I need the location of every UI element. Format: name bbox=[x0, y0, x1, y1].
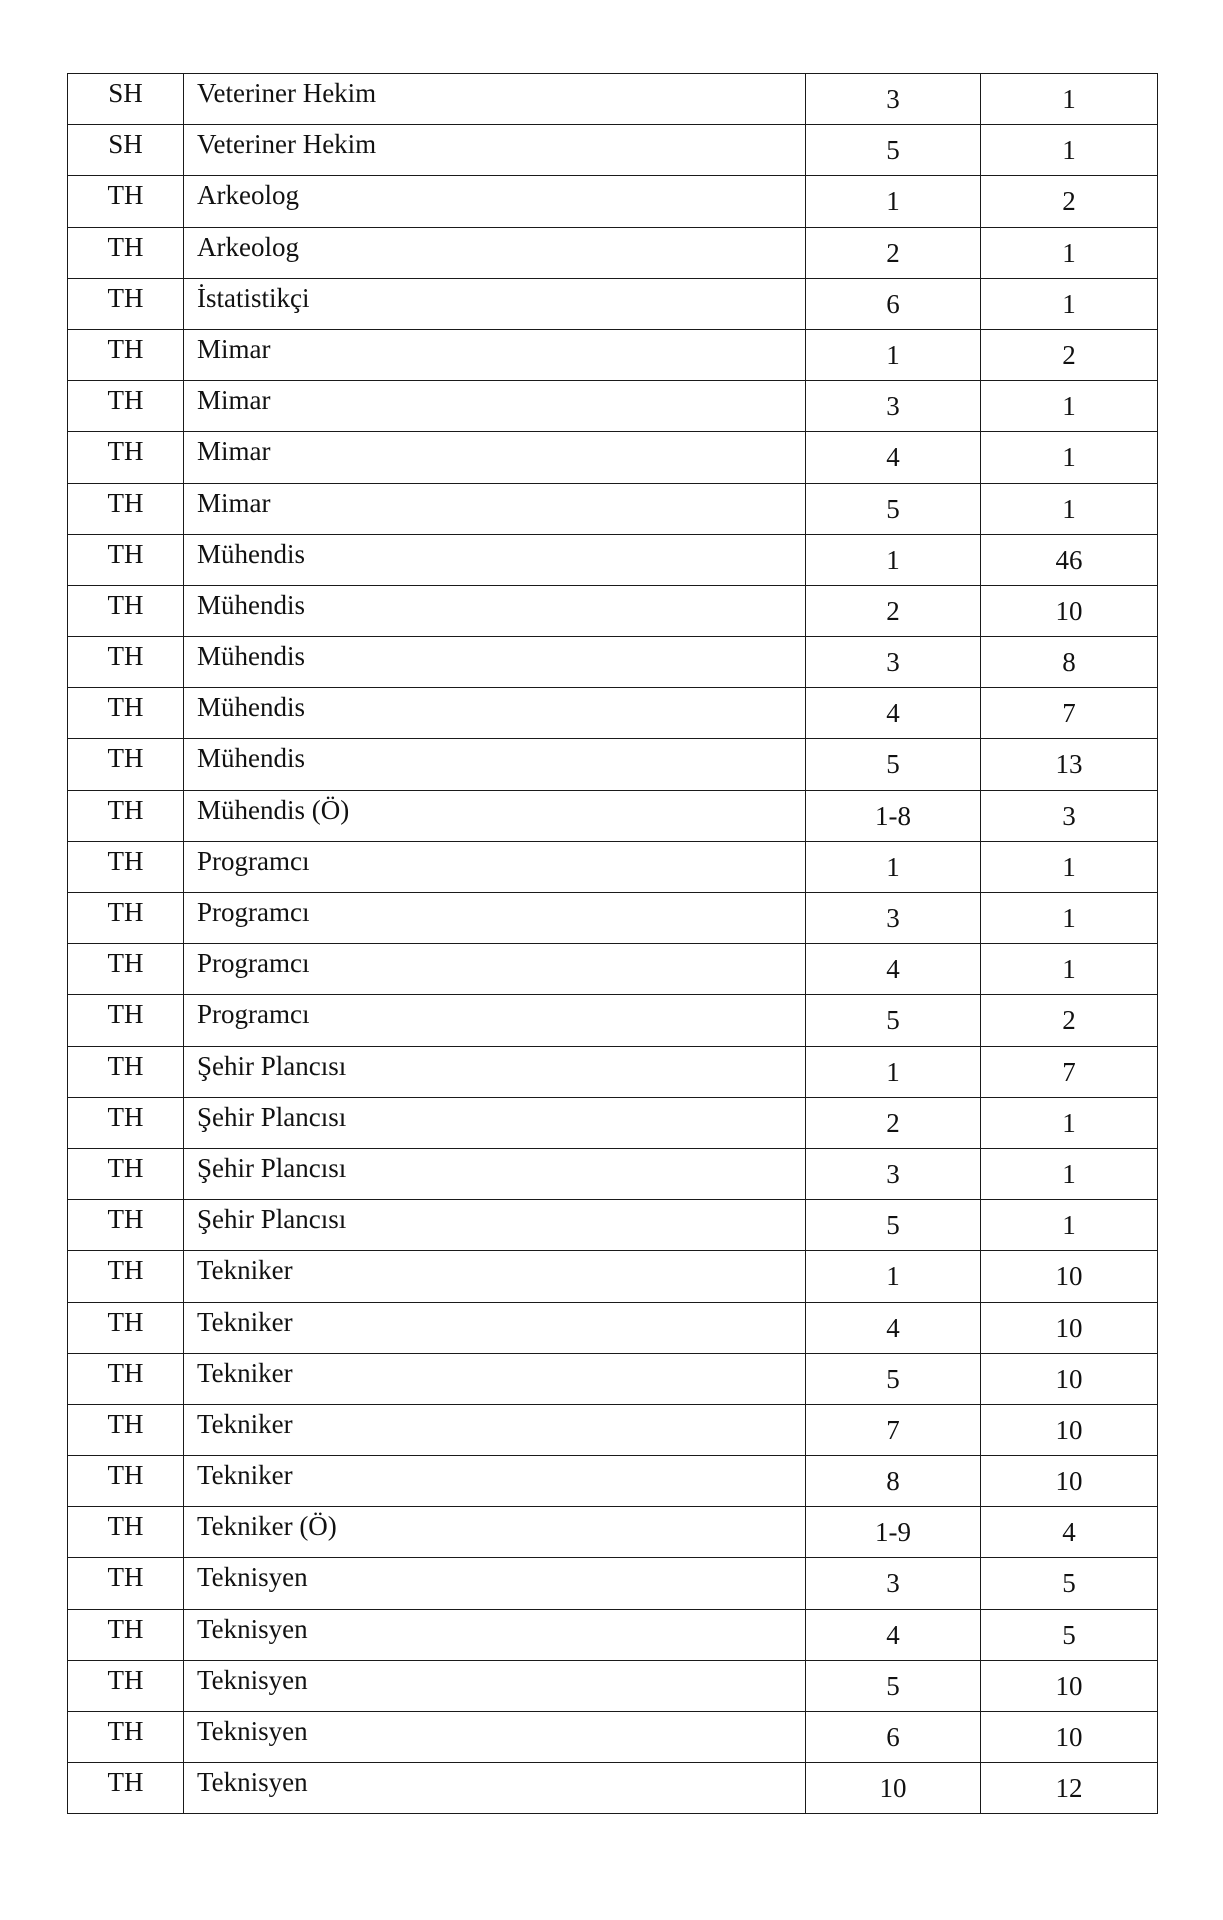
count-cell: 1 bbox=[981, 432, 1158, 483]
title-cell: Teknisyen bbox=[184, 1712, 806, 1763]
grade-cell: 3 bbox=[806, 381, 981, 432]
title-cell: Tekniker bbox=[184, 1302, 806, 1353]
grade-cell: 5 bbox=[806, 1660, 981, 1711]
title-cell: Mimar bbox=[184, 329, 806, 380]
class-cell: TH bbox=[68, 893, 184, 944]
title-cell: Mühendis bbox=[184, 739, 806, 790]
table-row bbox=[68, 688, 1158, 739]
title-cell: Tekniker bbox=[184, 1404, 806, 1455]
grade-cell: 6 bbox=[806, 1712, 981, 1763]
class-cell: TH bbox=[68, 1712, 184, 1763]
table-row bbox=[68, 74, 1158, 125]
class-cell: TH bbox=[68, 534, 184, 585]
grade-cell: 1 bbox=[806, 1046, 981, 1097]
class-cell: TH bbox=[68, 483, 184, 534]
table-row bbox=[68, 893, 1158, 944]
table-row bbox=[68, 1251, 1158, 1302]
table-row bbox=[68, 1200, 1158, 1251]
class-cell: TH bbox=[68, 739, 184, 790]
class-cell: TH bbox=[68, 1456, 184, 1507]
grade-cell: 2 bbox=[806, 227, 981, 278]
table-row bbox=[68, 739, 1158, 790]
grade-cell: 3 bbox=[806, 1558, 981, 1609]
table-row bbox=[68, 1712, 1158, 1763]
title-cell: Veteriner Hekim bbox=[184, 125, 806, 176]
count-cell: 13 bbox=[981, 739, 1158, 790]
table-row bbox=[68, 995, 1158, 1046]
title-cell: Tekniker (Ö) bbox=[184, 1507, 806, 1558]
class-cell: TH bbox=[68, 1251, 184, 1302]
table-row bbox=[68, 125, 1158, 176]
table-row bbox=[68, 432, 1158, 483]
title-cell: Programcı bbox=[184, 893, 806, 944]
class-cell: TH bbox=[68, 278, 184, 329]
count-cell: 5 bbox=[981, 1609, 1158, 1660]
count-cell: 1 bbox=[981, 483, 1158, 534]
table-row bbox=[68, 585, 1158, 636]
grade-cell: 8 bbox=[806, 1456, 981, 1507]
class-cell: TH bbox=[68, 1558, 184, 1609]
count-cell: 10 bbox=[981, 1456, 1158, 1507]
table-row bbox=[68, 1148, 1158, 1199]
table-row bbox=[68, 278, 1158, 329]
class-cell: SH bbox=[68, 125, 184, 176]
title-cell: Tekniker bbox=[184, 1353, 806, 1404]
grade-cell: 2 bbox=[806, 585, 981, 636]
grade-cell: 1 bbox=[806, 534, 981, 585]
grade-cell: 3 bbox=[806, 74, 981, 125]
title-cell: Teknisyen bbox=[184, 1763, 806, 1814]
table-row bbox=[68, 1404, 1158, 1455]
class-cell: TH bbox=[68, 995, 184, 1046]
grade-cell: 1 bbox=[806, 1251, 981, 1302]
count-cell: 3 bbox=[981, 790, 1158, 841]
grade-cell: 1 bbox=[806, 329, 981, 380]
class-cell: SH bbox=[68, 74, 184, 125]
grade-cell: 5 bbox=[806, 483, 981, 534]
title-cell: Programcı bbox=[184, 995, 806, 1046]
count-cell: 1 bbox=[981, 1200, 1158, 1251]
title-cell: Mühendis bbox=[184, 534, 806, 585]
title-cell: İstatistikçi bbox=[184, 278, 806, 329]
class-cell: TH bbox=[68, 1660, 184, 1711]
title-cell: Mühendis bbox=[184, 585, 806, 636]
count-cell: 5 bbox=[981, 1558, 1158, 1609]
table-row bbox=[68, 534, 1158, 585]
count-cell: 1 bbox=[981, 381, 1158, 432]
count-cell: 4 bbox=[981, 1507, 1158, 1558]
table-row bbox=[68, 1609, 1158, 1660]
title-cell: Arkeolog bbox=[184, 227, 806, 278]
class-cell: TH bbox=[68, 1404, 184, 1455]
grade-cell: 2 bbox=[806, 1097, 981, 1148]
grade-cell: 4 bbox=[806, 1302, 981, 1353]
class-cell: TH bbox=[68, 790, 184, 841]
count-cell: 8 bbox=[981, 637, 1158, 688]
grade-cell: 5 bbox=[806, 995, 981, 1046]
count-cell: 1 bbox=[981, 1148, 1158, 1199]
count-cell: 2 bbox=[981, 329, 1158, 380]
table-row bbox=[68, 790, 1158, 841]
title-cell: Teknisyen bbox=[184, 1609, 806, 1660]
count-cell: 1 bbox=[981, 893, 1158, 944]
grade-cell: 10 bbox=[806, 1763, 981, 1814]
count-cell: 1 bbox=[981, 74, 1158, 125]
grade-cell: 4 bbox=[806, 1609, 981, 1660]
count-cell: 10 bbox=[981, 1302, 1158, 1353]
class-cell: TH bbox=[68, 1609, 184, 1660]
grade-cell: 5 bbox=[806, 1353, 981, 1404]
title-cell: Mimar bbox=[184, 432, 806, 483]
table-row bbox=[68, 1456, 1158, 1507]
table-row bbox=[68, 1660, 1158, 1711]
class-cell: TH bbox=[68, 688, 184, 739]
grade-cell: 3 bbox=[806, 1148, 981, 1199]
count-cell: 1 bbox=[981, 227, 1158, 278]
grade-cell: 4 bbox=[806, 944, 981, 995]
grade-cell: 1-8 bbox=[806, 790, 981, 841]
title-cell: Veteriner Hekim bbox=[184, 74, 806, 125]
table-row bbox=[68, 483, 1158, 534]
class-cell: TH bbox=[68, 381, 184, 432]
class-cell: TH bbox=[68, 1763, 184, 1814]
class-cell: TH bbox=[68, 585, 184, 636]
table-row bbox=[68, 1558, 1158, 1609]
class-cell: TH bbox=[68, 227, 184, 278]
class-cell: TH bbox=[68, 432, 184, 483]
count-cell: 12 bbox=[981, 1763, 1158, 1814]
title-cell: Şehir Plancısı bbox=[184, 1200, 806, 1251]
grade-cell: 5 bbox=[806, 1200, 981, 1251]
title-cell: Programcı bbox=[184, 944, 806, 995]
class-cell: TH bbox=[68, 1200, 184, 1251]
title-cell: Teknisyen bbox=[184, 1660, 806, 1711]
title-cell: Tekniker bbox=[184, 1456, 806, 1507]
count-cell: 2 bbox=[981, 995, 1158, 1046]
title-cell: Teknisyen bbox=[184, 1558, 806, 1609]
grade-cell: 1-9 bbox=[806, 1507, 981, 1558]
table-row bbox=[68, 637, 1158, 688]
count-cell: 46 bbox=[981, 534, 1158, 585]
count-cell: 1 bbox=[981, 944, 1158, 995]
class-cell: TH bbox=[68, 1046, 184, 1097]
grade-cell: 7 bbox=[806, 1404, 981, 1455]
table-row bbox=[68, 944, 1158, 995]
table-row bbox=[68, 176, 1158, 227]
count-cell: 2 bbox=[981, 176, 1158, 227]
grade-cell: 5 bbox=[806, 739, 981, 790]
title-cell: Mühendis bbox=[184, 637, 806, 688]
table-row bbox=[68, 1763, 1158, 1814]
count-cell: 1 bbox=[981, 125, 1158, 176]
count-cell: 10 bbox=[981, 585, 1158, 636]
class-cell: TH bbox=[68, 1353, 184, 1404]
class-cell: TH bbox=[68, 841, 184, 892]
count-cell: 1 bbox=[981, 278, 1158, 329]
grade-cell: 4 bbox=[806, 432, 981, 483]
table-row bbox=[68, 227, 1158, 278]
table-body bbox=[68, 74, 1158, 1814]
grade-cell: 3 bbox=[806, 637, 981, 688]
table-row bbox=[68, 1302, 1158, 1353]
table-row bbox=[68, 1507, 1158, 1558]
grade-cell: 4 bbox=[806, 688, 981, 739]
title-cell: Şehir Plancısı bbox=[184, 1046, 806, 1097]
count-cell: 1 bbox=[981, 1097, 1158, 1148]
table-row bbox=[68, 1353, 1158, 1404]
class-cell: TH bbox=[68, 1507, 184, 1558]
title-cell: Mimar bbox=[184, 483, 806, 534]
count-cell: 7 bbox=[981, 1046, 1158, 1097]
grade-cell: 1 bbox=[806, 841, 981, 892]
grade-cell: 3 bbox=[806, 893, 981, 944]
class-cell: TH bbox=[68, 1148, 184, 1199]
count-cell: 10 bbox=[981, 1404, 1158, 1455]
count-cell: 7 bbox=[981, 688, 1158, 739]
grade-cell: 1 bbox=[806, 176, 981, 227]
title-cell: Şehir Plancısı bbox=[184, 1148, 806, 1199]
class-cell: TH bbox=[68, 329, 184, 380]
table-row bbox=[68, 329, 1158, 380]
count-cell: 1 bbox=[981, 841, 1158, 892]
class-cell: TH bbox=[68, 1097, 184, 1148]
staff-position-table bbox=[67, 73, 1158, 1814]
title-cell: Tekniker bbox=[184, 1251, 806, 1302]
table-row bbox=[68, 1097, 1158, 1148]
title-cell: Mühendis (Ö) bbox=[184, 790, 806, 841]
title-cell: Arkeolog bbox=[184, 176, 806, 227]
title-cell: Mühendis bbox=[184, 688, 806, 739]
table-row bbox=[68, 841, 1158, 892]
table-row bbox=[68, 1046, 1158, 1097]
count-cell: 10 bbox=[981, 1712, 1158, 1763]
table-row bbox=[68, 381, 1158, 432]
title-cell: Şehir Plancısı bbox=[184, 1097, 806, 1148]
class-cell: TH bbox=[68, 637, 184, 688]
class-cell: TH bbox=[68, 944, 184, 995]
grade-cell: 6 bbox=[806, 278, 981, 329]
grade-cell: 5 bbox=[806, 125, 981, 176]
title-cell: Mimar bbox=[184, 381, 806, 432]
class-cell: TH bbox=[68, 176, 184, 227]
count-cell: 10 bbox=[981, 1251, 1158, 1302]
title-cell: Programcı bbox=[184, 841, 806, 892]
count-cell: 10 bbox=[981, 1660, 1158, 1711]
count-cell: 10 bbox=[981, 1353, 1158, 1404]
class-cell: TH bbox=[68, 1302, 184, 1353]
